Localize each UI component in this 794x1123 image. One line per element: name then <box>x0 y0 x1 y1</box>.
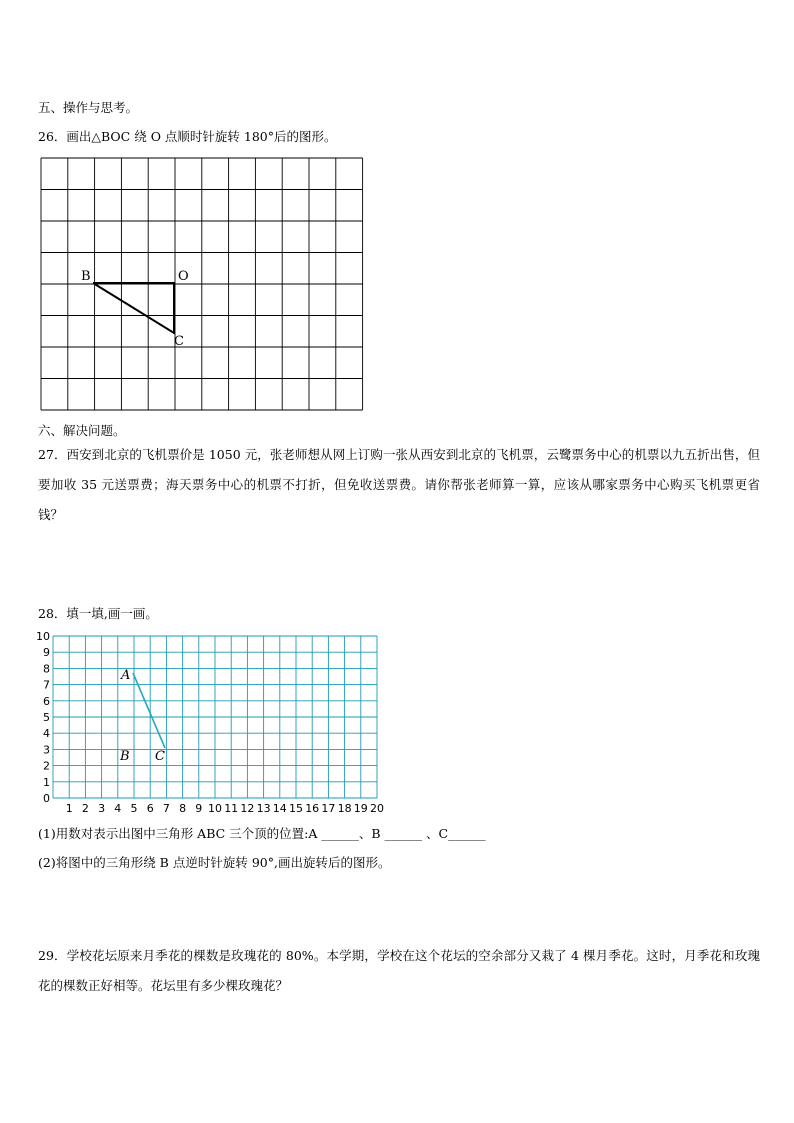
x-tick-label: 16 <box>305 802 320 815</box>
x-tick-label: 3 <box>98 802 106 815</box>
y-tick-label: 4 <box>43 727 50 741</box>
x-tick-label: 17 <box>321 802 336 815</box>
x-tick-label: 19 <box>353 802 368 815</box>
x-tick-label: 5 <box>130 802 138 815</box>
x-tick-label: 6 <box>146 802 154 815</box>
y-tick-label: 3 <box>43 743 50 757</box>
question-27-text: 27．西安到北京的飞机票价是 1050 元，张老师想从网上订购一张从西安到北京的飞机票，云鹭票务中心的机票以九五折出售，但要加收 35 元送票费；海天票务中心的机票不打折，但免收送票费。请你帮张老师算一算，应该从哪家票务中心购买飞机票更省钱？ <box>38 447 760 522</box>
question-26-text: 26．画出△BOC 绕 O 点顺时针旋转 180°后的图形。 <box>38 129 337 144</box>
question-28-part-1: (1)用数对表示出图中三角形 ABC 三个顶的位置:A ______、B ______ 、C______ <box>38 826 486 841</box>
x-tick-label: 9 <box>195 802 203 815</box>
x-tick-label: 15 <box>289 802 303 815</box>
y-tick-label: 5 <box>43 711 50 724</box>
x-tick-label: 7 <box>162 802 170 815</box>
q28-figure <box>34 628 384 822</box>
q26-grid <box>40 157 364 415</box>
q26-figure <box>40 157 364 419</box>
question-28-part-2: (2)将图中的三角形绕 B 点逆时针旋转 90°,画出旋转后的图形。 <box>38 855 391 870</box>
x-tick-label: 4 <box>114 802 122 815</box>
y-tick-label: 1 <box>43 775 50 789</box>
x-tick-label: 14 <box>272 802 287 815</box>
x-tick-label: 10 <box>208 802 222 815</box>
x-tick-label: 12 <box>240 802 255 815</box>
y-tick-label: 9 <box>43 646 50 660</box>
x-tick-label: 8 <box>179 802 187 815</box>
y-tick-label: 8 <box>43 662 50 676</box>
label-C: C <box>155 749 165 764</box>
x-tick-label: 1 <box>65 802 73 815</box>
q28-coordinate-grid <box>34 628 384 818</box>
x-tick-label: 20 <box>370 802 384 815</box>
label-B: B <box>120 749 130 764</box>
question-29-text: 29．学校花坛原来月季花的棵数是玫瑰花的 80%。本学期，学校在这个花坛的空余部分又栽了 4 棵月季花。这时，月季花和玫瑰花的棵数正好相等。花坛里有多少棵玫瑰花？ <box>38 948 760 993</box>
section-5-heading: 五、操作与思考。 <box>38 100 139 115</box>
x-tick-label: 13 <box>256 802 271 815</box>
x-tick-label: 2 <box>81 802 89 815</box>
label-C: C <box>174 334 184 349</box>
y-tick-label: 7 <box>43 678 50 692</box>
triangle-boc <box>93 283 174 333</box>
label-B: B <box>81 269 91 284</box>
y-tick-label: 2 <box>43 759 50 773</box>
x-tick-label: 18 <box>337 802 352 815</box>
section-6-heading: 六、解决问题。 <box>38 423 126 438</box>
y-tick-label: 6 <box>43 694 50 708</box>
question-28-text: 28．填一填,画一画。 <box>38 606 158 621</box>
x-tick-label: 11 <box>224 802 239 815</box>
label-A: A <box>121 668 131 683</box>
label-O: O <box>178 269 189 284</box>
y-tick-label: 10 <box>36 630 50 643</box>
y-tick-label: 0 <box>43 792 50 805</box>
